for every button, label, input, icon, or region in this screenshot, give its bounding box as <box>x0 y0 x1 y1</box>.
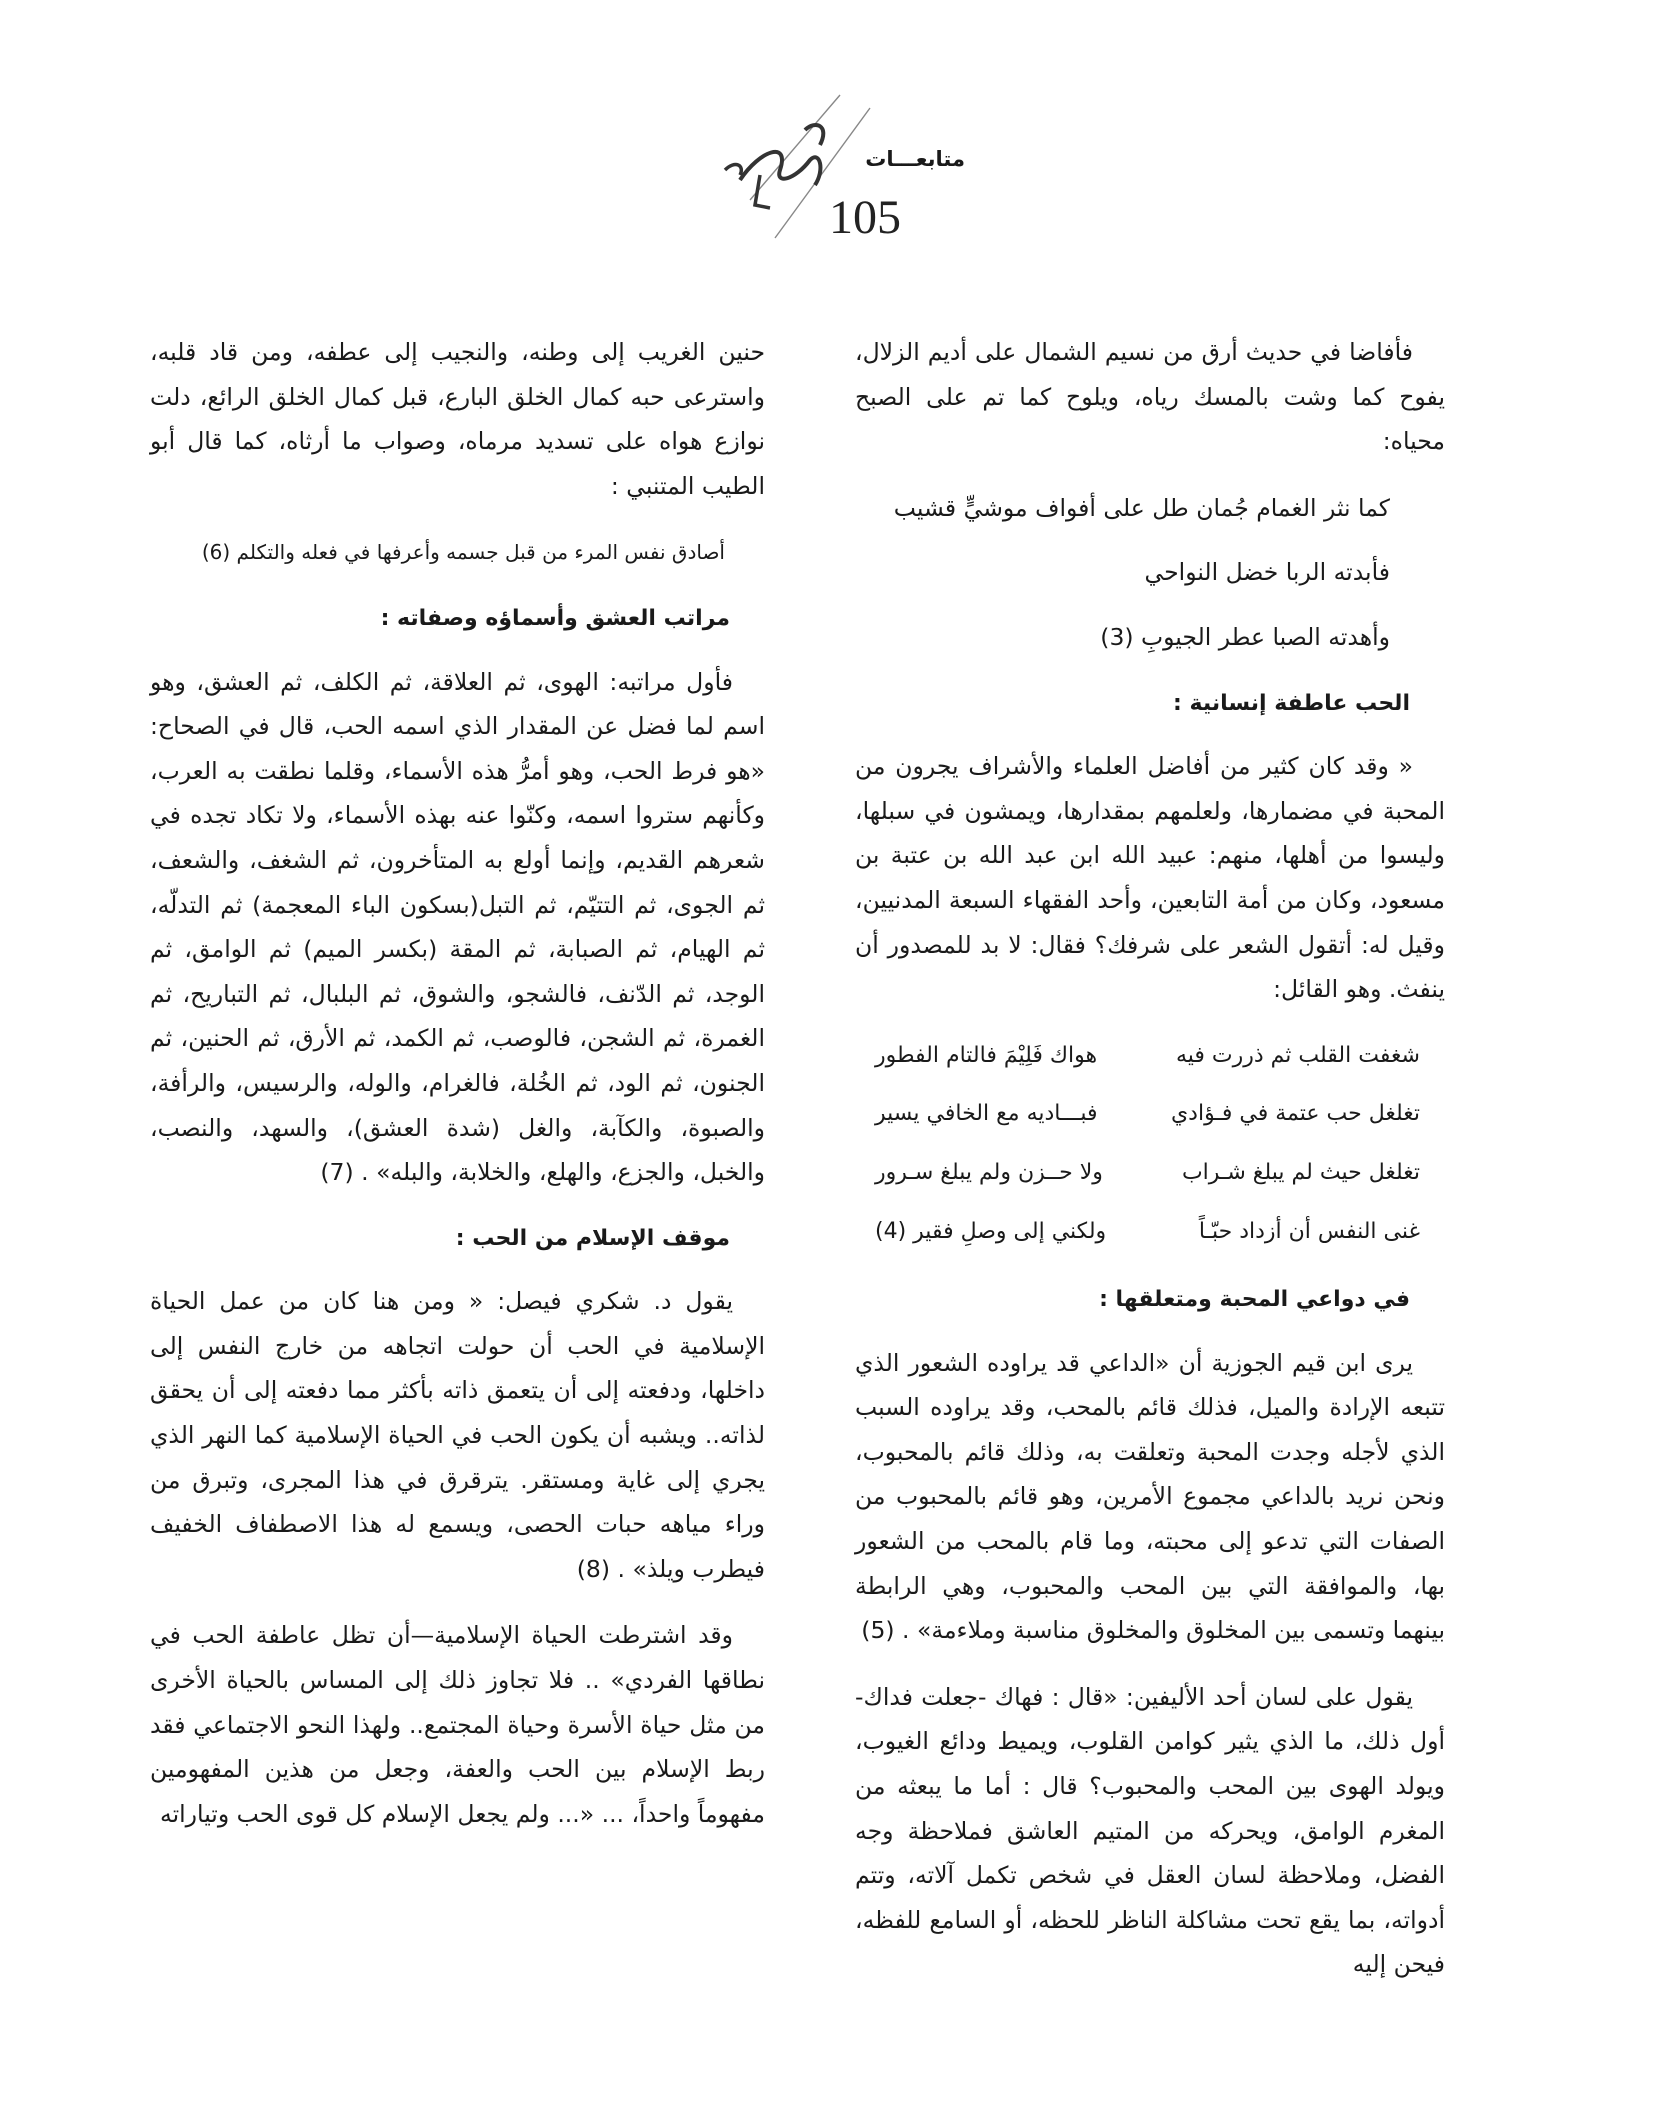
verse-block <box>855 486 1445 660</box>
verse-line: كما نثر الغمام جُمان طل على أفواف موشيٍّ قشيب <box>893 493 1390 522</box>
section-heading: موقف الإسلام من الحب : <box>455 1225 730 1251</box>
paragraph: « وقد كان كثير من أفاضل العلماء والأشراف يجرون من المحبة في مضمارها، ولعلمهم بمقدارها، ويمشون في سبلها، وليسوا من أهلها، منهم: عبيد الله ابن عبد الله بن عتبة بن مسعود، وكان من أمة التابعين، وأحد الفقهاء السبعة المدنيين، وقيل له: أتقول الشعر على شرفك؟ فقال: لا بد للمصدور أن ينفث. وهو القائل: <box>855 752 1445 1004</box>
hemistich-first: غنى النفس أن أزداد حبّـاً <box>1198 1218 1420 1244</box>
hemistich-first: تغلغل حب عتمة في فـؤادي <box>1170 1101 1420 1127</box>
verse-line: وأهدته الصبا عطر الجيوبِ (3) <box>1100 622 1390 651</box>
verse-line: فأبدته الربا خضل النواحي <box>1144 558 1390 587</box>
paragraph: حنين الغريب إلى وطنه، والنجيب إلى عطفه، ومن قاد قلبه، واسترعى حبه كمال الخلق البارع، قبل كمال الخلق الرائع، دلت نوازع هواه على تسديد مرماه، وصواب ما أرثاه، كما قال أبو الطيب المتنبي : <box>150 338 765 500</box>
page-number: 105 <box>829 191 901 244</box>
verse-line: أصادق نفس المرء من قبل جسمه وأعرفها في فعله والتكلم (6) <box>201 540 725 565</box>
paragraph: يرى ابن قيم الجوزية أن «الداعي قد يراوده الشعور الذي تتبعه الإرادة والميل، فذلك قائم بالمحب، وقد يراوده السبب الذي لأجله وجدت المحبة وتعلقت به، وذلك قائم بالمحبوب، ونحن نريد بالداعي مجموع الأمرين، وهو قائم بالمحبوب من الصفات التي تدعو إلى محبته، وما قام بالمحب من الشعور بها، والموافقة التي بين المحب والمحبوب، وهي الرابطة بينهما وتسمى بين المخلوق والمخلوق مناسبة وملاءمة» . (5) <box>855 1348 1445 1645</box>
couplet <box>855 1151 1445 1196</box>
paragraph: يقول د. شكري فيصل: « ومن هنا كان من عمل الحياة الإسلامية في الحب أن حولت اتجاهه من خارج النفس إلى داخلها، ودفعته إلى أن يتعمق ذاته بأكثر مما دفعته إلى أن يحقق لذاته.. ويشبه أن يكون الحب في الحياة الإسلامية كما النهر الذي يجري إلى غاية ومستقر. يترقرق في هذا المجرى، وتبرق من وراء مياهه حبات الحصى، ويسمع له هذا الاصطفاف الخفيف فيطرب ويلذ» . (8) <box>150 1287 765 1583</box>
right-column <box>855 330 1445 2009</box>
section-heading: في دواعي المحبة ومتعلقها : <box>1099 1287 1410 1313</box>
couplet <box>855 1034 1445 1079</box>
poem-couplets <box>855 1034 1445 1254</box>
hemistich-first: تغلغل حيث لم يبلغ شـراب <box>1181 1159 1420 1185</box>
paragraph: فأول مراتبه: الهوى، ثم العلاقة، ثم الكلف، ثم العشق، وهو اسم لما فضل عن المقدار الذي اسمه الحب، قال في الصحاح: «هو فرط الحب، وهو أمرُّ هذه الأسماء، وقلما نطقت به العرب، وكأنهم ستروا اسمه، وكنّوا عنه بهذه الأسماء، ولا تكاد تجده في شعرهم القديم، وإنما أولع به المتأخرون، ثم الشغف، والشعف، ثم الجوى، ثم التتيّم، ثم التبل(بسكون الباء المعجمة) ثم التدلّه، ثم الهيام، ثم الصبابة، ثم المقة (بكسر الميم) ثم الوامق، ثم الوجد، ثم الدّنف، فالشجو، والشوق، ثم البلبال، ثم التباريح، ثم الغمرة، ثم الشجن، فالوصب، ثم الكمد، ثم الأرق، ثم الحنين، ثم الجنون، ثم الود، ثم الخُلة، فالغرام، والوله، والرسيس، والرأفة، والصبوة، والكآبة، والغل (شدة العشق)، والسهد، والنصب، والخبل، والجزع، والهلع، والخلابة، والبله» . (7) <box>150 667 765 1187</box>
paragraph: فأفاضا في حديث أرق من نسيم الشمال على أديم الزلال، يفوح كما وشت بالمسك رياه، ويلوح كما تم على الصبح محياه: <box>855 338 1445 456</box>
hemistich-second: هواك فَلِيْمَ فالتام الفطور <box>875 1042 1098 1068</box>
paragraph: يقول على لسان أحد الأليفين: «قال : فهاك -جعلت فداك- أول ذلك، ما الذي يثير كوامن القلوب، ويميط ودائع الغيوب، ويولد الهوى بين المحب والمحبوب؟ قال : أما ما يبعثه من المغرم الوامق، ويحركه من المتيم العاشق فملاحظة وجه الفضل، وملاحظة لسان العقل في شخص تكمل آلاته، وتتم أدواته، بما يقع تحت مشاكلة الناظر للحظه، أو السامع للفظه، فيحن إليه <box>855 1682 1445 1979</box>
hemistich-second: فبـــاديه مع الخافي يسير <box>875 1101 1098 1127</box>
page-header <box>680 90 990 250</box>
verse-block <box>150 530 765 575</box>
hemistich-second: ولكني إلى وصلِ فقير (4) <box>875 1218 1107 1244</box>
section-label: متابعـــات <box>865 147 965 171</box>
couplet <box>855 1210 1445 1255</box>
section-heading: مراتب العشق وأسماؤه وصفاته : <box>380 605 730 631</box>
hemistich-first: شغفت القلب ثم ذررت فيه <box>1175 1042 1420 1068</box>
paragraph: وقد اشترطت الحياة الإسلامية—أن تظل عاطفة الحب في نطاقها الفردي» .. فلا تجاوز ذلك إلى المساس بالحياة الأخرى من مثل حياة الأسرة وحياة المجتمع.. ولهذا النحو الاجتماعي فقد ربط الإسلام بين الحب والعفة، وجعل من هذين المفهومين مفهوماً واحداً، ... «... ولم يجعل الإسلام كل قوى الحب وتياراته <box>150 1621 765 1828</box>
couplet <box>855 1092 1445 1137</box>
left-column <box>150 330 765 1858</box>
section-heading: الحب عاطفة إنسانية : <box>1173 690 1410 716</box>
hemistich-second: ولا حــزن ولم يبلغ سـرور <box>875 1159 1103 1185</box>
